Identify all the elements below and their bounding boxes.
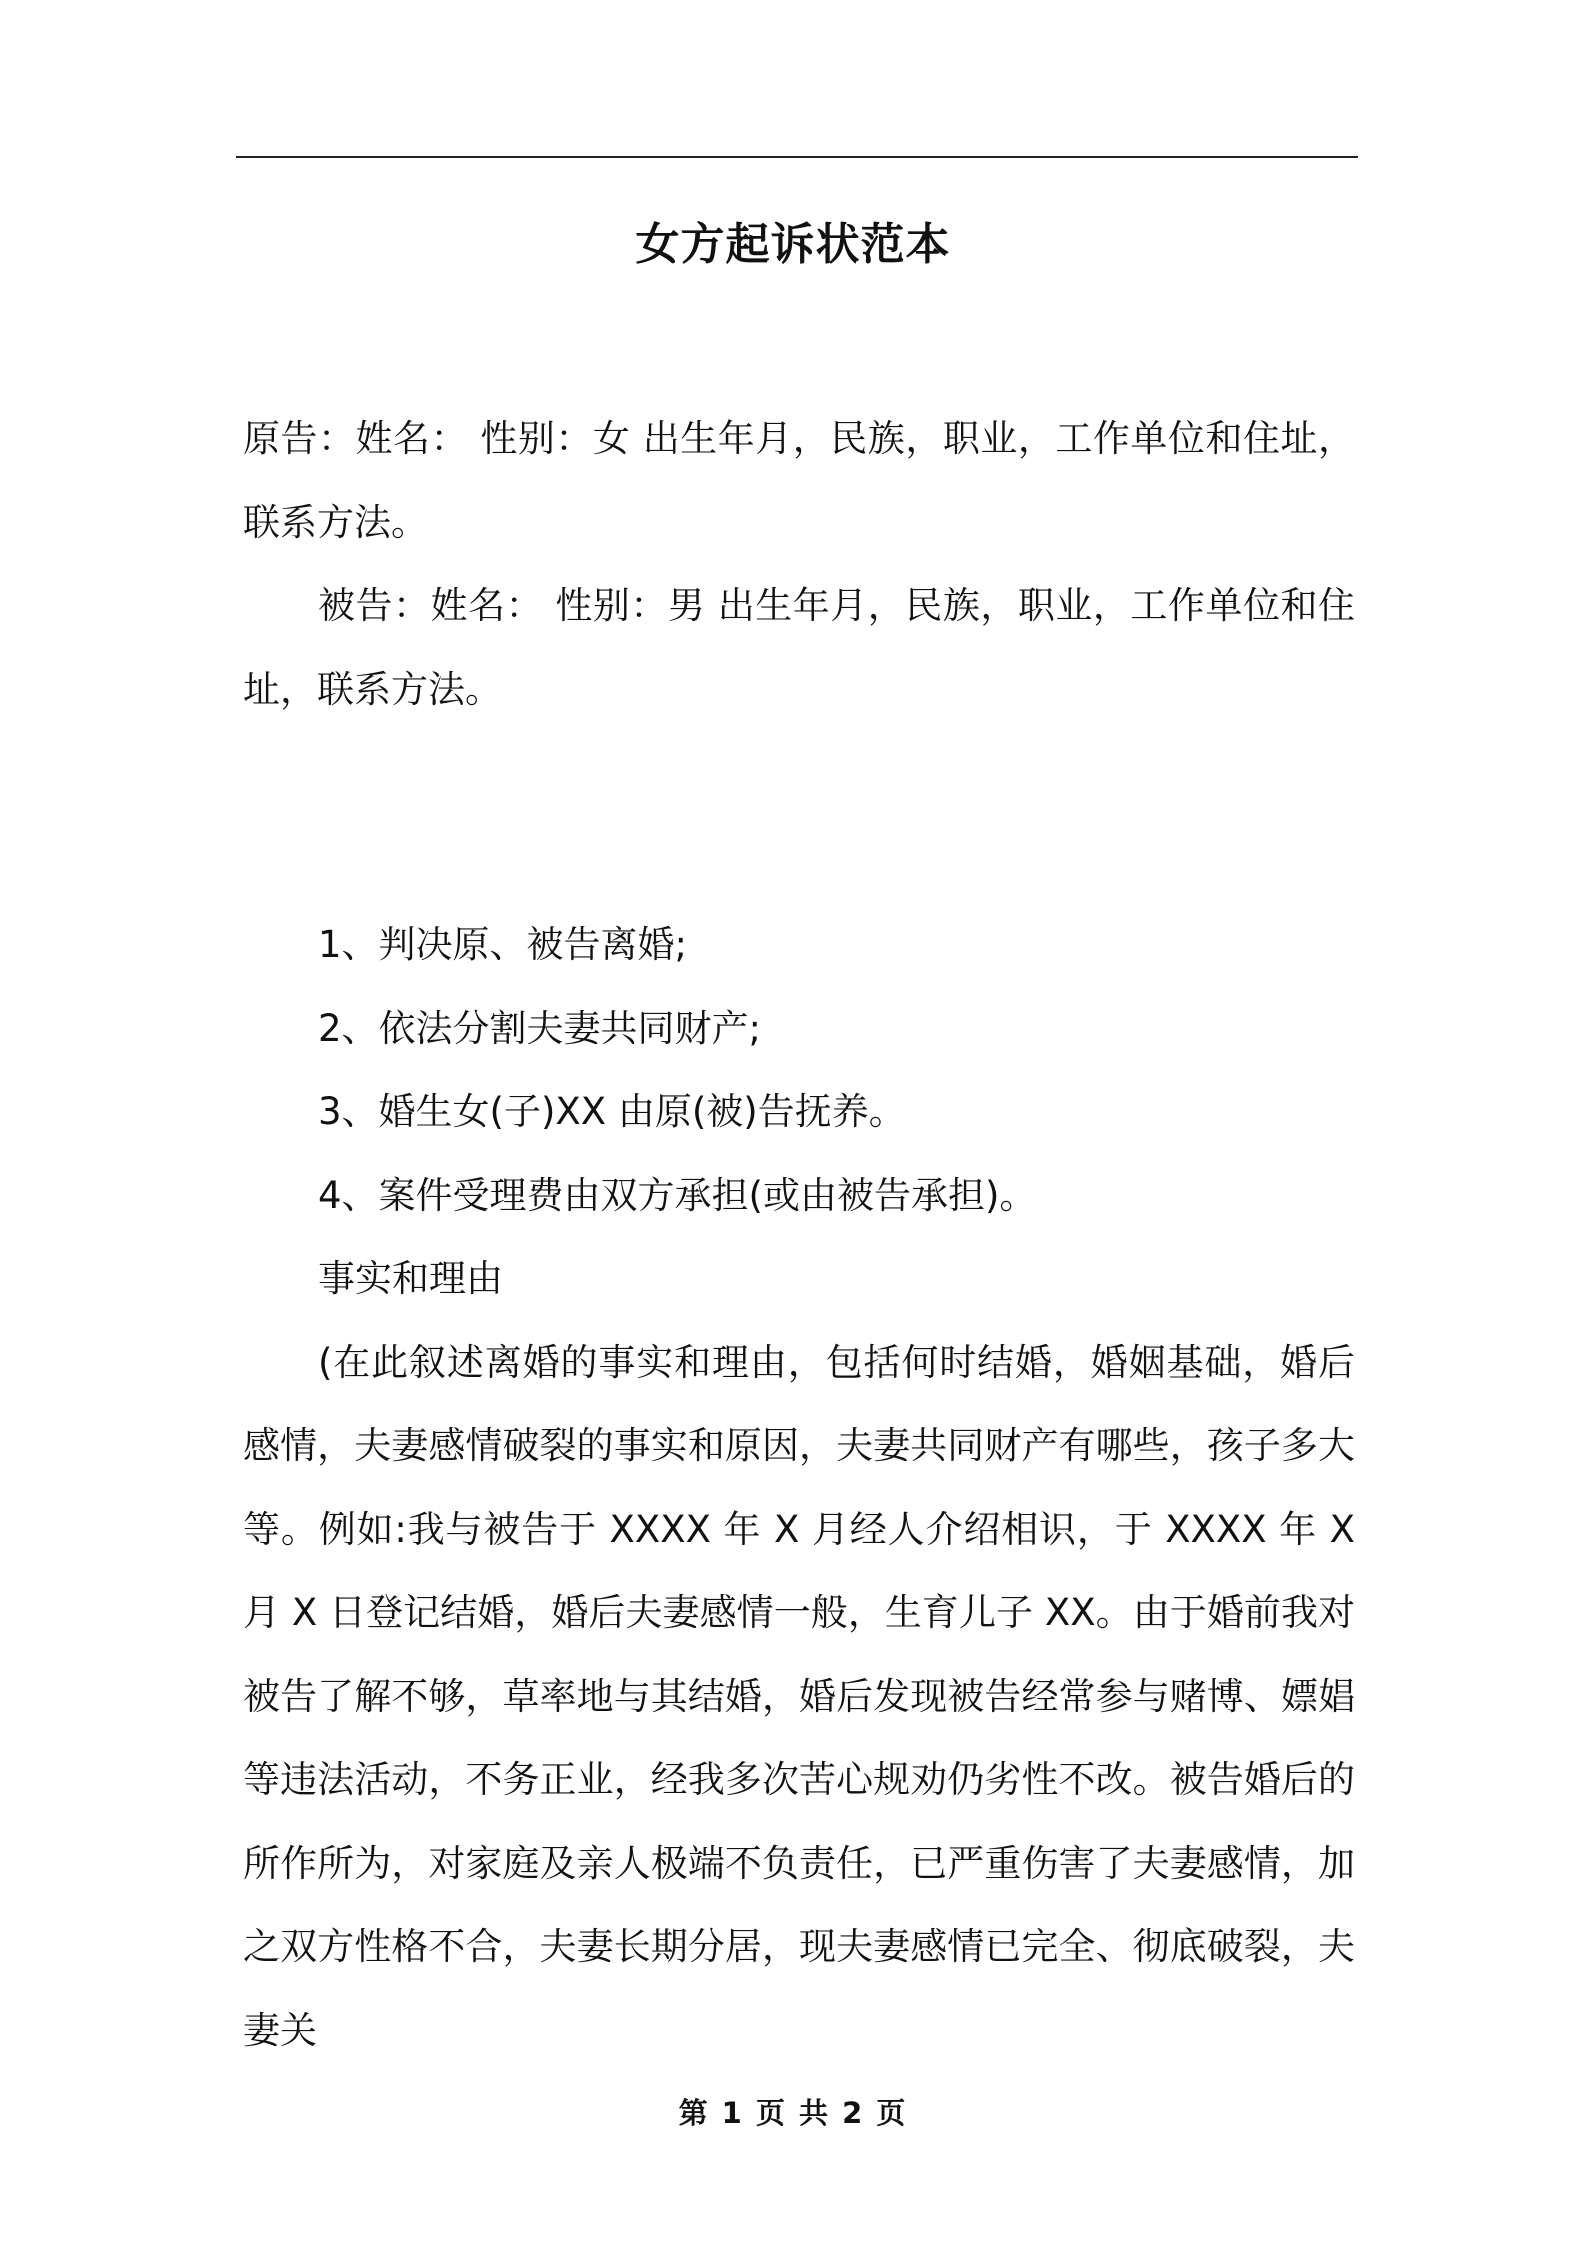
facts-body: (在此叙述离婚的事实和理由，包括何时结婚，婚姻基础，婚后感情，夫妻感情破裂的事实和原因，夫妻共同财产有哪些，孩子多大等。例如:我与被告于 XXXX 年 X 月经人介绍相识，于 XXXX 年 X 月 X 日登记结婚，婚后夫妻感情一般，生育儿子 XX。由于婚前我对被告了解不够，草率地与其结婚，婚后发现被告经常参与赌博、嫖娼等违法活动，不务正业，经我多次苦心规劝仍劣性不改。被告婚后的所作所为，对家庭及亲人极端不负责任，已严重伤害了夫妻感情，加之双方性格不合，夫妻长期分居，现夫妻感情已完全、彻底破裂，夫妻关 xyxy=(243,1340,1355,2052)
claim-item: 1、判决原、被告离婚; xyxy=(318,923,688,966)
page-number: 第 1 页 共 2 页 xyxy=(678,2096,908,2130)
claim-item: 3、婚生女(子)XX 由原(被)告抚养。 xyxy=(318,1090,906,1133)
claim-item: 2、依法分割夫妻共同财产; xyxy=(318,1006,762,1050)
plaintiff-info: 原告：姓名： 性别：女 出生年月，民族，职业，工作单位和住址，联系方法。 xyxy=(243,417,1355,544)
header-divider xyxy=(236,156,1358,158)
claims-section xyxy=(243,903,1355,2072)
parties-section xyxy=(243,397,1355,731)
claim-item: 4、案件受理费由双方承担(或由被告承担)。 xyxy=(318,1173,1037,1217)
document-title: 女方起诉状范本 xyxy=(635,219,951,270)
facts-heading: 事实和理由 xyxy=(318,1257,503,1300)
defendant-info: 被告：姓名： 性别：男 出生年月，民族，职业，工作单位和住址，联系方法。 xyxy=(243,584,1355,711)
